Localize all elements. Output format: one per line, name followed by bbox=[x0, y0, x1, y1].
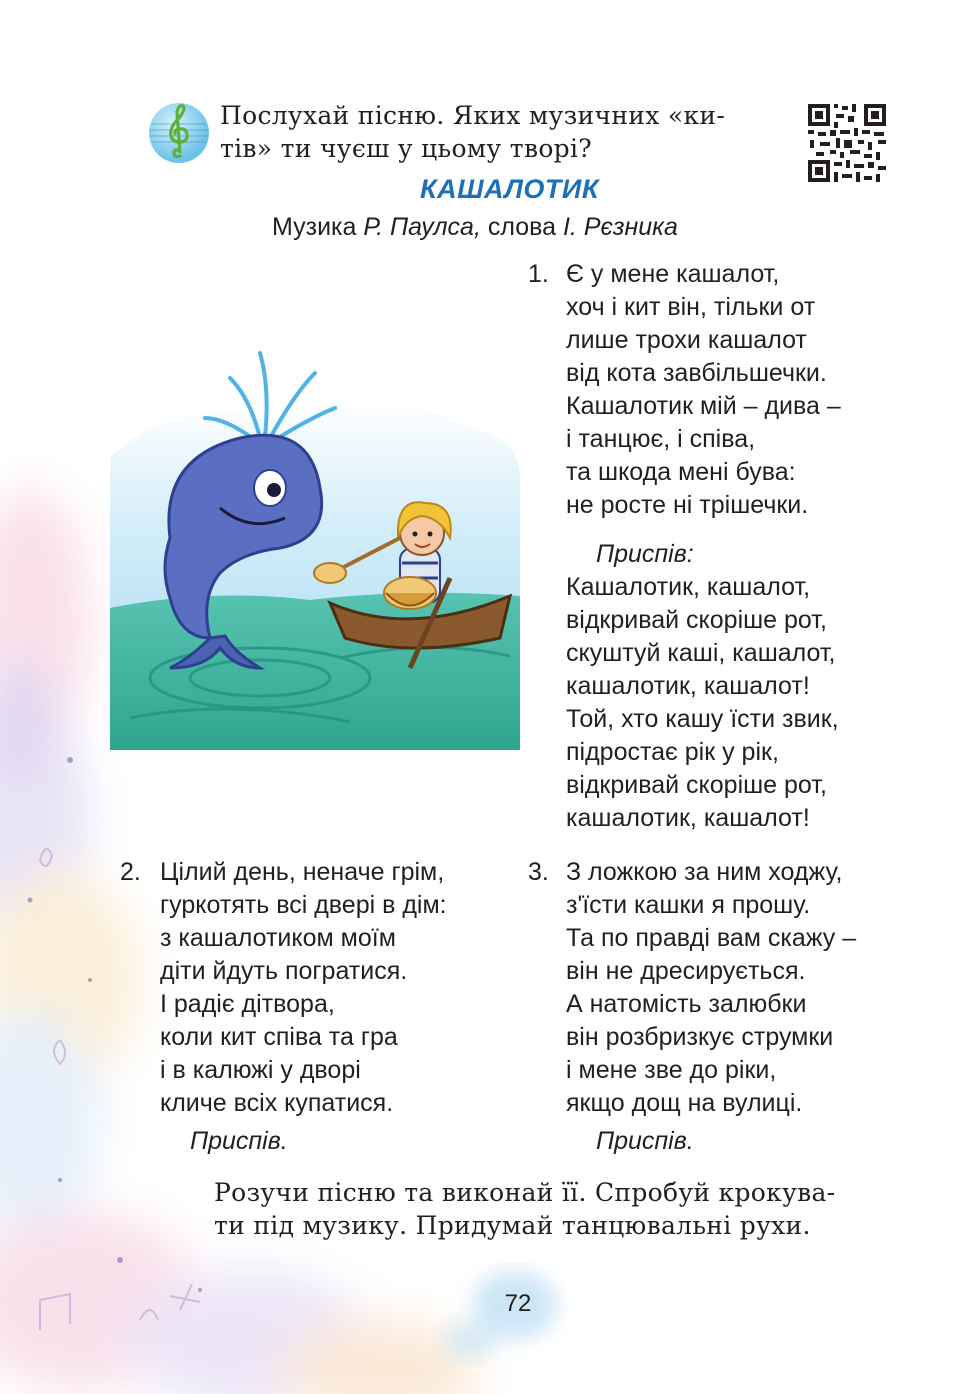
verse-line: Та по правді вам скажу – bbox=[566, 924, 857, 952]
verse-line: від кота завбільшечки. bbox=[566, 359, 827, 387]
verse-line: лише трохи кашалот bbox=[566, 326, 807, 354]
refrain-label: Приспів. bbox=[190, 1127, 288, 1155]
verse-number: 3. bbox=[528, 858, 549, 886]
verse-line: Кашалотик мій – дива – bbox=[566, 392, 841, 420]
verse-line: Є у мене кашалот, bbox=[566, 260, 780, 288]
verse-number: 1. bbox=[528, 260, 549, 288]
verse-line: кличе всіх купатися. bbox=[160, 1089, 394, 1117]
whale-girl-illustration bbox=[110, 338, 520, 750]
chorus-line: Той, хто кашу їсти звик, bbox=[566, 705, 839, 733]
verse-line: і мене зве до ріки, bbox=[566, 1056, 777, 1084]
verse-1 bbox=[566, 258, 841, 522]
lyricist-name: І. Рєзника bbox=[562, 213, 678, 241]
verse-line: І радіє дітвора, bbox=[160, 990, 335, 1018]
task-line: Розучи пісню та виконай її. Спробуй крокува- bbox=[214, 1178, 836, 1207]
chorus-line: скуштуй каші, кашалот, bbox=[566, 639, 836, 667]
verse-line: хоч і кит він, тільки от bbox=[566, 293, 816, 321]
verse-3 bbox=[566, 856, 856, 1120]
task-learn-instruction bbox=[214, 1176, 914, 1242]
qr-code-icon[interactable] bbox=[806, 102, 888, 184]
task-line: ти під музику. Придумай танцювальні рухи. bbox=[214, 1211, 811, 1240]
song-credits bbox=[272, 213, 678, 242]
song-title: КАШАЛОТИК bbox=[420, 174, 599, 204]
verse-line: з'їсти кашки я прошу. bbox=[566, 891, 811, 919]
verse-line: А натомість залюбки bbox=[566, 990, 807, 1018]
verse-line: не росте ні трішечки. bbox=[566, 491, 809, 519]
verse-line: він не дресирується. bbox=[566, 957, 806, 985]
verse-line: коли кит співа та гра bbox=[160, 1023, 398, 1051]
verse-line: З ложкою за ним ходжу, bbox=[566, 858, 843, 886]
chorus-line: кашалотик, кашалот! bbox=[566, 804, 810, 832]
chorus-label: Приспів: bbox=[596, 540, 694, 568]
verse-2 bbox=[160, 856, 447, 1120]
verse-line: і в калюжі у дворі bbox=[160, 1056, 361, 1084]
chorus-line: підростає рік у рік, bbox=[566, 738, 779, 766]
chorus-line: Кашалотик, кашалот, bbox=[566, 573, 811, 601]
verse-line: якщо дощ на вулиці. bbox=[566, 1089, 803, 1117]
chorus-line: кашалотик, кашалот! bbox=[566, 672, 810, 700]
task-listen-instruction bbox=[220, 99, 800, 165]
treble-clef-icon bbox=[146, 100, 212, 166]
verse-line: та шкода мені бува: bbox=[566, 458, 796, 486]
verse-line: з кашалотиком моїм bbox=[160, 924, 396, 952]
page-number: 72 bbox=[504, 1290, 532, 1317]
chorus-line: відкривай скоріше рот, bbox=[566, 606, 827, 634]
composer-name: Р. Паулса, bbox=[363, 213, 481, 241]
verse-line: Цілий день, неначе грім, bbox=[160, 858, 445, 886]
verse-line: він розбризкує струмки bbox=[566, 1023, 834, 1051]
lyrics-prefix: слова bbox=[480, 213, 563, 241]
refrain-label: Приспів. bbox=[596, 1127, 694, 1155]
verse-line: гуркотять всі двері в дім: bbox=[160, 891, 447, 919]
music-prefix: Музика bbox=[272, 213, 364, 241]
task-line: Послухай пісню. Яких музичних «ки- bbox=[220, 101, 726, 130]
verse-line: діти йдуть погратися. bbox=[160, 957, 408, 985]
task-line: тів» ти чуєш у цьому творі? bbox=[220, 134, 592, 163]
verse-number: 2. bbox=[120, 858, 141, 886]
chorus-line: відкривай скоріше рот, bbox=[566, 771, 827, 799]
verse-line: і танцює, і співа, bbox=[566, 425, 756, 453]
chorus bbox=[566, 571, 839, 835]
